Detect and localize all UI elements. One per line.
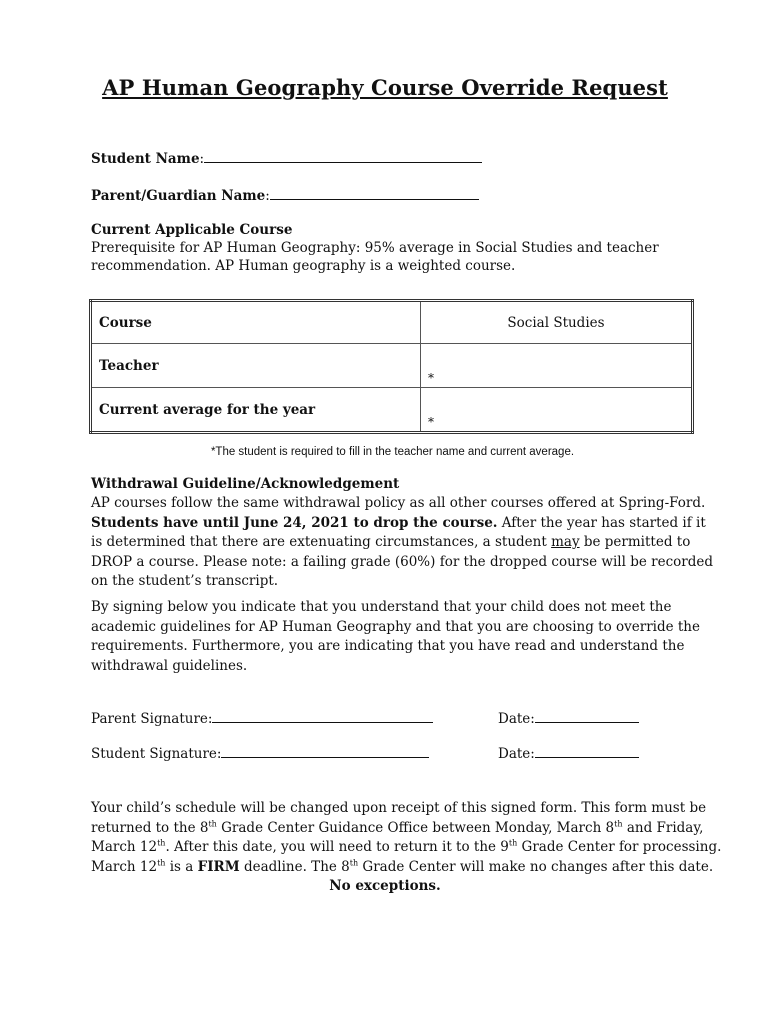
parent-date-field[interactable]: [535, 710, 639, 723]
course-label: Course: [91, 301, 421, 344]
parent-signature-field[interactable]: [212, 710, 433, 723]
parent-name-row: Parent/Guardian Name:: [91, 187, 479, 204]
table-row: [91, 344, 693, 388]
parent-date-label: Date:: [498, 711, 535, 727]
withdrawal-heading: Withdrawal Guideline/Acknowledgement: [91, 476, 400, 492]
table-footnote: *The student is required to fill in the teacher name and current average.: [210, 446, 575, 458]
parent-name-field[interactable]: [270, 187, 479, 200]
current-course-heading: Current Applicable Course: [91, 222, 293, 238]
teacher-field[interactable]: *: [421, 344, 693, 388]
table-row: [91, 301, 693, 344]
student-signature-label: Student Signature:: [91, 746, 222, 762]
acknowledgement-text: By signing below you indicate that you understand that your child does not meet the academic guidelines for AP Human Geography and that you are choosing to override the requirements. Furthermore, you are indicating that you have read and understand the withdrawal guidelines.: [91, 599, 700, 674]
student-date-field[interactable]: [535, 745, 639, 758]
parent-signature-label: Parent Signature:: [91, 711, 213, 727]
student-name-row: Student Name:: [91, 150, 482, 167]
student-date-label: Date:: [498, 746, 535, 762]
student-name-label: Student Name: [91, 151, 200, 167]
withdrawal-text: AP courses follow the same withdrawal policy as all other courses offered at Spring-Ford. Students have until June 24, 2021 to drop the course. After the year has started if it is determined that there are extenuating circumstances, a student may be permitted to DROP a course. Please note: a failing grade (60%) for the dropped course will be recorded on the student’s transcript.: [91, 495, 714, 589]
parent-date-row: [498, 710, 639, 727]
prerequisite-text: Prerequisite for AP Human Geography: 95% average in Social Studies and teacher recommendation. AP Human geography is a weighted course.: [91, 240, 659, 274]
student-date-row: [498, 745, 639, 762]
student-signature-field[interactable]: [221, 745, 429, 758]
page-title: AP Human Geography Course Override Request: [102, 75, 668, 100]
closing-text: Your child’s schedule will be changed upon receipt of this signed form. This form must be returned to the 8th Grade Center Guidance Office between Monday, March 8th and Friday, March 12th. After this date, you will need to return it to the 9th Grade Center for processing. March 12th is a FIRM deadline. The 8th Grade Center will make no changes after this date.: [91, 800, 722, 875]
course-table: [89, 299, 694, 434]
parent-signature-row: [91, 710, 433, 727]
no-exceptions-note: No exceptions.: [329, 878, 441, 894]
student-name-field[interactable]: [204, 150, 482, 163]
average-label: Current average for the year: [91, 388, 421, 433]
teacher-label: Teacher: [91, 344, 421, 388]
student-signature-row: [91, 745, 429, 762]
table-row: [91, 388, 693, 433]
course-value: Social Studies: [421, 301, 693, 344]
average-field[interactable]: *: [421, 388, 693, 433]
parent-name-label: Parent/Guardian Name: [91, 188, 266, 204]
